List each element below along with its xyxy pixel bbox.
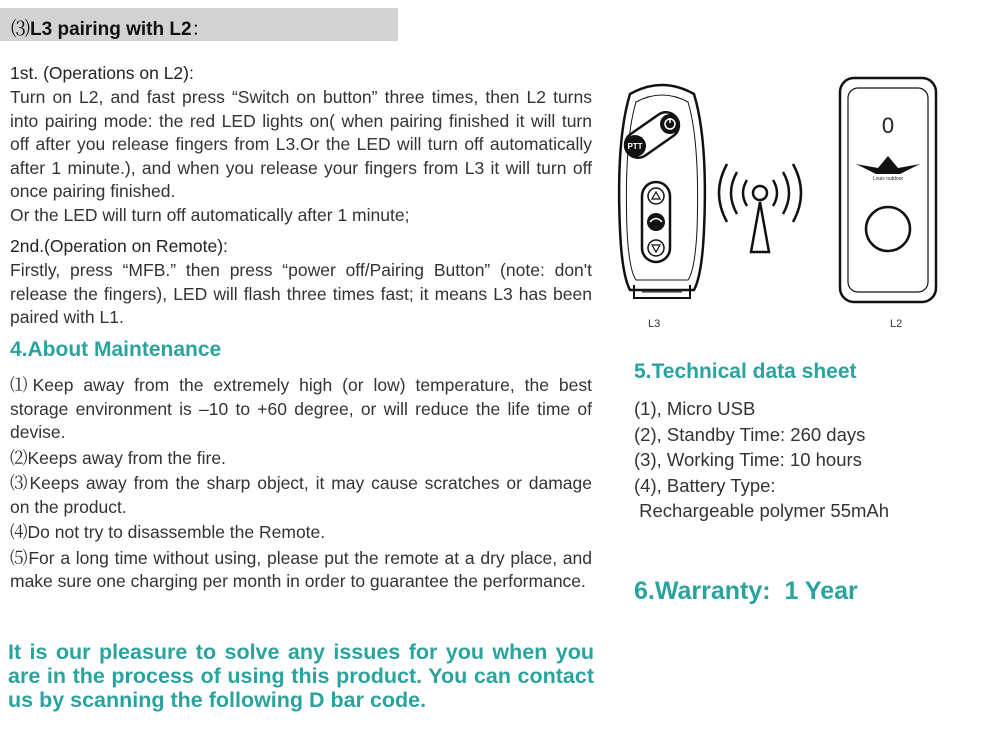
l2-brand-label: Louis outdoor [872,176,904,182]
tech-item: (3), Working Time: 10 hours [634,449,862,470]
tech-sheet-list [634,396,889,524]
section-header-title [11,14,211,41]
tech-item: (1), Micro USB [634,398,756,419]
header-title-text: L3 pairing with L2 [30,19,192,40]
header-suffix: ： [191,19,211,40]
maintenance-title: 4.About Maintenance [10,338,222,361]
contact-statement: It is our pleasure to solve any issues for you when you are in the process of using this product. You can contact us by scanning the following D bar code. [8,640,594,712]
maintenance-item: ⑸For a long time without using, please put the remote at a dry place, and make sure one charging per month in order to guarantee the performance. [10,547,592,591]
operations-l2-note: Or the LED will turn off automatically after 1 minute; [10,204,410,225]
remote-l3-illustration [612,80,712,305]
maintenance-list [10,374,592,596]
warranty-title: 6.Warranty: 1 Year [634,577,858,605]
l2-caption: L2 [890,318,903,330]
maintenance-item: ⑷Do not try to disassemble the Remote. [10,522,326,542]
section-header-bar [0,8,398,41]
tech-sheet-title: 5.Technical data sheet [634,360,857,383]
l2-digit: 0 [881,113,895,138]
maintenance-item: ⑴Keep away from the extremely high (or low) temperature, the best storage environment is –10 to +60 degree, or will reduce the life time of devise. [10,375,592,442]
tech-item: Rechargeable polymer 55mAh [634,500,890,521]
operation-remote-body [10,259,592,330]
device-l2-illustration [838,76,938,306]
wireless-signal-icon [715,160,805,260]
tech-item: (2), Standby Time: 260 days [634,423,866,445]
operation-remote-paragraph: Firstly, press “MFB.” then press “power off/Pairing Button” (note: don't release the fingers), LED will flash three times fast; it means L3 has been paired with L1. [10,260,592,327]
tech-item: (4), Battery Type: [634,474,776,496]
maintenance-item: ⑶Keeps away from the sharp object, it may cause scratches or damage on the product. [10,473,592,517]
operations-l2-title: 1st. (Operations on L2): [10,63,194,83]
maintenance-item: ⑵Keeps away from the fire. [10,447,226,468]
operations-l2-paragraph: Turn on L2, and fast press “Switch on button” three times, then L2 turns into pairing mode: the red LED lights on( when pairing finished it will turn off after you release fingers from L3.Or the LED will turn off automatically after 1 minute.), and when you release your fingers from L3 it will turn off once pairing finished. [10,87,592,201]
l3-caption: L3 [648,318,661,330]
header-prefix: ⑶ [11,19,31,40]
operation-remote-title: 2nd.(Operation on Remote): [10,236,228,256]
operations-l2-body [10,86,592,227]
ptt-label: PTT [627,142,643,151]
